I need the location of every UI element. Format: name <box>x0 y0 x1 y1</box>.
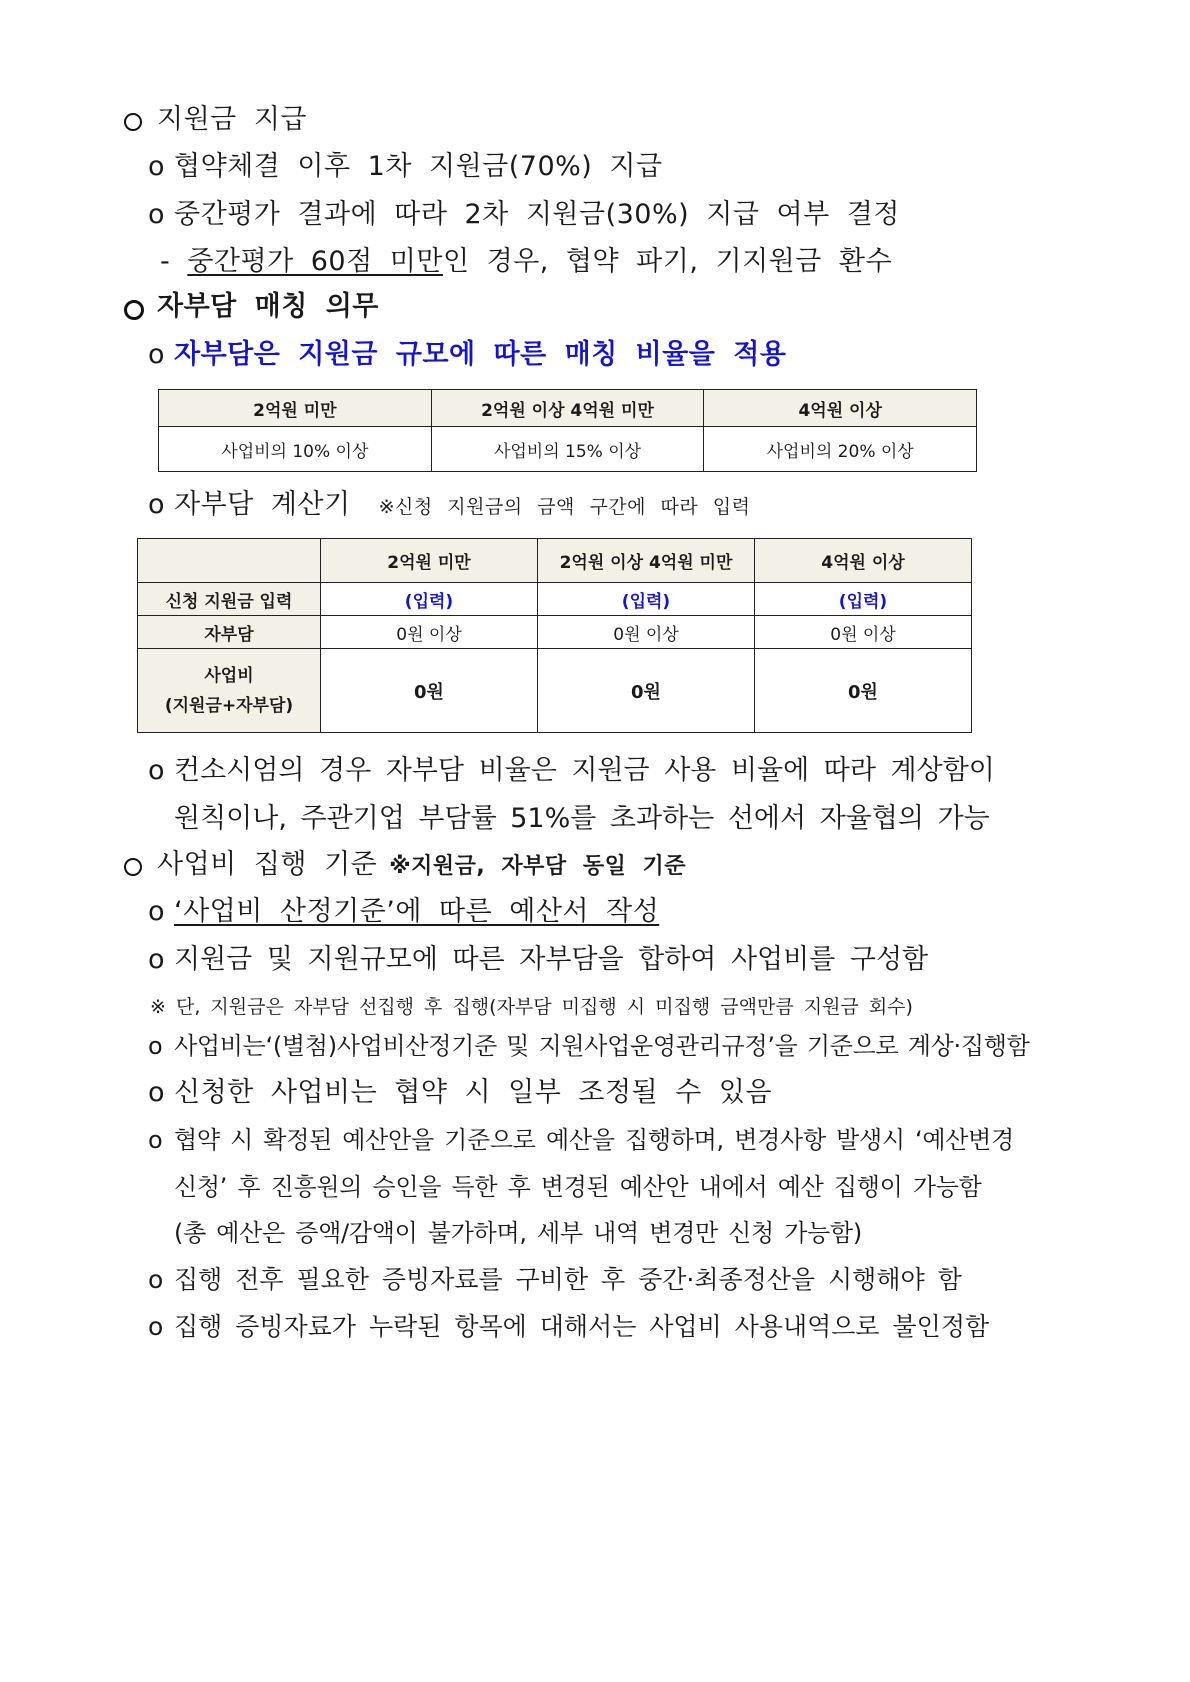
table-header: 2억원 미만 <box>159 390 432 427</box>
list-item: o 협약 시 확정된 예산안을 기준으로 예산을 집행하며, 변경사항 발생시 ‘예산변경 <box>148 1126 1014 1154</box>
section-note: ※지원금, 자부담 동일 기준 <box>389 854 686 879</box>
list-item: o 컨소시엄의 경우 자부담 비율은 지원금 사용 비율에 따라 계상함이 <box>148 755 995 786</box>
section-title: 사업비 집행 기준 ※지원금, 자부담 동일 기준 <box>157 849 686 880</box>
self-burden-calculator-table <box>137 538 972 733</box>
table-header: 2억원 이상 4억원 미만 <box>538 539 755 583</box>
matching-ratio-table <box>158 389 977 472</box>
table-cell: 사업비의 10% 이상 <box>159 427 432 472</box>
row-label: 자부담 <box>138 616 321 649</box>
table-header: 4억원 이상 <box>755 539 972 583</box>
table-cell: 0원 <box>321 649 538 733</box>
amount-input-cell[interactable]: (입력) <box>755 583 972 616</box>
section-bullet-circle <box>124 300 144 320</box>
row-label <box>138 649 321 733</box>
list-item: o 중간평가 결과에 따라 2차 지원금(30%) 지급 여부 결정 <box>148 199 900 230</box>
list-item: o 신청한 사업비는 협약 시 일부 조정될 수 있음 <box>148 1077 773 1108</box>
section-title: 자부담 매칭 의무 <box>157 291 379 322</box>
list-item: o 자부담은 지원금 규모에 따른 매칭 비율을 적용 <box>148 339 787 370</box>
calc-note: ※신청 지원금의 금액 구간에 따라 입력 <box>378 496 751 518</box>
list-item: o 사업비는‘(별첨)사업비산정기준 및 지원사업운영관리규정’을 기준으로 계상·집행함 <box>148 1032 1030 1060</box>
list-item: o 집행 전후 필요한 증빙자료를 구비한 후 중간·최종정산을 시행해야 함 <box>148 1265 962 1294</box>
table-header: 2억원 미만 <box>321 539 538 583</box>
dash-item: - 중간평가 60점 미만인 경우, 협약 파기, 기지원금 환수 <box>160 246 893 277</box>
row-label: 신청 지원금 입력 <box>138 583 321 616</box>
table-header-empty <box>138 539 321 583</box>
list-item-continuation: 원칙이나, 주관기업 부담률 51%를 초과하는 선에서 자율협의 가능 <box>174 803 990 834</box>
list-item: o 자부담 계산기 ※신청 지원금의 금액 구간에 따라 입력 <box>148 489 751 520</box>
table-cell: 사업비의 15% 이상 <box>431 427 704 472</box>
table-cell: 0원 <box>755 649 972 733</box>
table-cell: 사업비의 20% 이상 <box>704 427 977 472</box>
list-item-continuation: 신청’ 후 진흥원의 승인을 득한 후 변경된 예산안 내에서 예산 집행이 가능함 <box>174 1173 982 1201</box>
table-cell: 0원 <box>538 649 755 733</box>
list-item: o 지원금 및 지원규모에 따른 자부담을 합하여 사업비를 구성함 <box>148 944 929 975</box>
table-cell: 0원 이상 <box>321 616 538 649</box>
section-bullet-circle <box>124 113 142 131</box>
section-bullet-circle <box>124 858 142 876</box>
list-item: o 협약체결 이후 1차 지원금(70%) 지급 <box>148 151 663 182</box>
table-cell: 0원 이상 <box>538 616 755 649</box>
section-title: 지원금 지급 <box>157 104 307 135</box>
row-label-line: (지원금+자부담) <box>164 695 294 716</box>
amount-input-cell[interactable]: (입력) <box>538 583 755 616</box>
list-item: o 집행 증빙자료가 누락된 항목에 대해서는 사업비 사용내역으로 불인정함 <box>148 1312 990 1341</box>
amount-input-cell[interactable]: (입력) <box>321 583 538 616</box>
table-header: 4억원 이상 <box>704 390 977 427</box>
table-header: 2억원 이상 4억원 미만 <box>431 390 704 427</box>
row-label-line: 사업비 <box>204 665 254 686</box>
list-item-continuation: (총 예산은 증액/감액이 불가하며, 세부 내역 변경만 신청 가능함) <box>174 1219 862 1247</box>
table-cell: 0원 이상 <box>755 616 972 649</box>
list-item: o ‘사업비 산정기준’에 따른 예산서 작성 <box>148 896 660 927</box>
list-note: ※ 단, 지원금은 자부담 선집행 후 집행(자부담 미집행 시 미집행 금액만큼 지원금 회수) <box>150 996 913 1018</box>
